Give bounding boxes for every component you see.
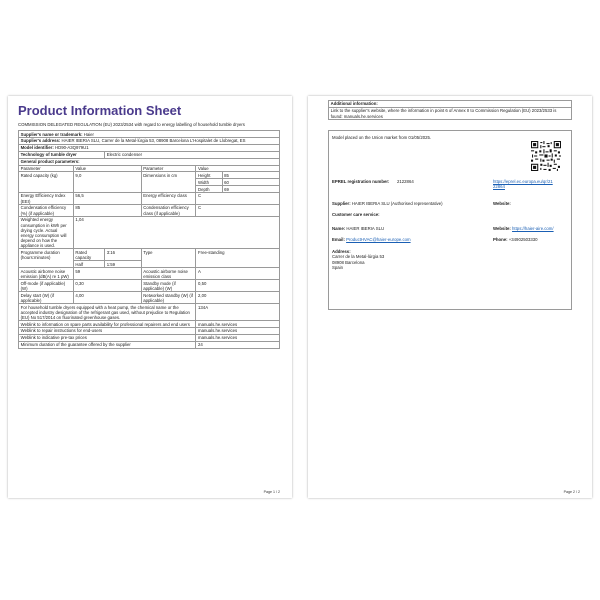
technology-value: Electric condenser [105, 151, 280, 158]
page-number: Page 2 / 2 [563, 490, 580, 494]
qr-code-icon[interactable] [531, 141, 561, 171]
email-link[interactable]: ProductHVAC@haier-europe.com [346, 237, 411, 243]
address-line-2: 08908 Barcelona [332, 259, 365, 265]
dimensions-label: Dimensions in cm [141, 172, 196, 193]
product-info-table [18, 130, 280, 348]
type-label: Type [141, 249, 196, 268]
duration-rated-value: 3:16 [105, 249, 142, 261]
supplier-name: Haier [83, 131, 94, 137]
spare-parts-label: Weblink to information on spare parts availability for professional repairers and end users [19, 321, 196, 328]
general-params-label: General product parameters: [19, 158, 280, 165]
delay-start-label: Delay start (W) (if applicable) [19, 292, 74, 304]
address-label: Address: [332, 249, 351, 255]
document-page-2 [308, 96, 592, 498]
model-placed-text: Model placed on the Union market from 01/05/2025. [332, 135, 432, 141]
width-label: Width [196, 179, 222, 186]
off-mode-label: Off-mode (if applicable) (W) [19, 280, 74, 292]
page-number: Page 1 / 2 [263, 490, 280, 494]
model-label: Model identifier: [20, 145, 54, 151]
noise-class-value: A [196, 268, 280, 280]
document-page-1 [8, 96, 292, 498]
website-label-2: Website: [493, 226, 511, 232]
delay-start-value: 4,00 [73, 292, 141, 304]
col-header-parameter: Parameter [141, 165, 196, 172]
name-value: HAIER IBERIA SLU [346, 226, 385, 232]
networked-standby-value: 2,00 [196, 292, 280, 304]
additional-info-text: Link to the supplier's website, where the information in point 6 of Annex II to Commission Regulation (EU) 2023/2533 is found: manuals.he.services [329, 107, 572, 119]
price-link[interactable]: manuals.he.services [196, 334, 280, 341]
repair-link[interactable]: manuals.he.services [196, 328, 280, 335]
half-label: Half [73, 261, 104, 268]
supplier-name-label: Supplier's name or trademark: [20, 131, 83, 137]
networked-standby-label: Networked standby (W) (if applicable) [141, 292, 196, 304]
phone-label: Phone: [493, 237, 508, 243]
noise-label: Acoustic airborne noise emission (dB(A) re 1 pW) [19, 268, 74, 280]
name-label: Name: [332, 226, 346, 232]
refrigerant-label: For household tumble dryers equipped with a heat pump, the chemical name or the accepted industry designation of the refrigerant gas used, without prejudice to Regulation (EU) No 517/2014 on fluorinated greenhouse gases. [19, 304, 196, 321]
eprel-number: 2122864 [397, 179, 414, 185]
weighted-energy-label: Weighted energy consumption in kWh per drying cycle. Actual energy consumption will depend on how the appliance is used. [19, 217, 74, 249]
cond-class-label: Condensation efficiency class (if applicable) [141, 205, 196, 217]
cond-eff-value: 85 [73, 205, 141, 217]
address-line-1: Carrer de la Metal-lúrgia 53 [332, 254, 385, 260]
duration-half-value: 1:59 [105, 261, 142, 268]
rated-capacity-label: Rated capacity (kg) [19, 172, 74, 193]
cond-eff-label: Condensation efficiency (%) (if applicable) [19, 205, 74, 217]
customer-care-label: Customer care service: [332, 212, 380, 218]
supplier-info-box [328, 130, 572, 310]
noise-value: 59 [73, 268, 141, 280]
model-identifier: HD90-A3Q979U1 [54, 145, 89, 151]
guarantee-label: Minimum duration of the guarantee offered by the supplier [19, 341, 196, 348]
additional-info-table [328, 100, 572, 120]
eec-value: C [196, 193, 280, 205]
refrigerant-value: 134A [196, 304, 280, 321]
col-header-value: Value [196, 165, 280, 172]
eec-label: Energy efficiency class [141, 193, 196, 205]
height-value: 85 [222, 172, 279, 179]
col-header-value: Value [73, 165, 141, 172]
cond-class-value: C [196, 205, 280, 217]
email-label: Email: [332, 237, 345, 243]
col-header-parameter: Parameter [19, 165, 74, 172]
eei-label: Energy Efficiency Index (EEI) [19, 193, 74, 205]
price-label: Weblink to indicative pre-tax prices [19, 334, 196, 341]
programme-duration-label: Programme duration (hours:minutes) [19, 249, 74, 268]
width-value: 60 [222, 179, 279, 186]
height-label: Height [196, 172, 222, 179]
address-line-3: Spain [332, 264, 343, 270]
supplier-address-label: Supplier's address: [20, 138, 61, 144]
depth-value: 69 [222, 186, 279, 193]
eprel-link[interactable] [493, 179, 553, 189]
rated-capacity-short: Rated capacity [73, 249, 104, 261]
repair-label: Weblink to repair instructions for end-users [19, 328, 196, 335]
supplier-label: Supplier: [332, 201, 351, 207]
off-mode-value: 0,30 [73, 280, 141, 292]
additional-info-label: Additional information: [329, 101, 572, 108]
standby-label: Standby mode (if applicable) (W) [141, 280, 196, 292]
page-title: Product Information Sheet [18, 103, 182, 118]
eei-value: 56,5 [73, 193, 141, 205]
technology-label: Technology of tumble dryer [19, 151, 105, 158]
supplier-value: HAIER IBERIA SLU (Authorised representative) [351, 201, 443, 207]
weighted-energy-value: 1,04 [73, 217, 279, 249]
depth-label: Depth [196, 186, 222, 193]
spare-parts-link[interactable]: manuals.he.services [196, 321, 280, 328]
supplier-address: HAIER IBERIA SLU, Carrer de la Metal·lúrgia 53, 08908 Barcelona L'Hospitalet de Llobregat, ES [61, 138, 246, 144]
type-value: Free-standing [196, 249, 280, 268]
website-link[interactable]: https://haier-aire.com/ [512, 226, 554, 232]
standby-value: 0,50 [196, 280, 280, 292]
eprel-link-line-1: https://eprel.ec.europa.eu/qr/21 [493, 179, 553, 185]
eprel-link-line-2: 22864 [493, 184, 505, 190]
rated-capacity-value: 9,0 [73, 172, 141, 193]
regulation-text: COMMISSION DELEGATED REGULATION (EU) 2023/2534 with regard to energy labelling of household tumble dryers [18, 122, 245, 127]
phone-value: +34902503330 [508, 237, 538, 243]
website-label: Website: [493, 201, 511, 207]
eprel-label: EPREL registration number: [332, 179, 390, 185]
guarantee-value: 24 [196, 341, 280, 348]
noise-class-label: Acoustic airborne noise emission class [141, 268, 196, 280]
